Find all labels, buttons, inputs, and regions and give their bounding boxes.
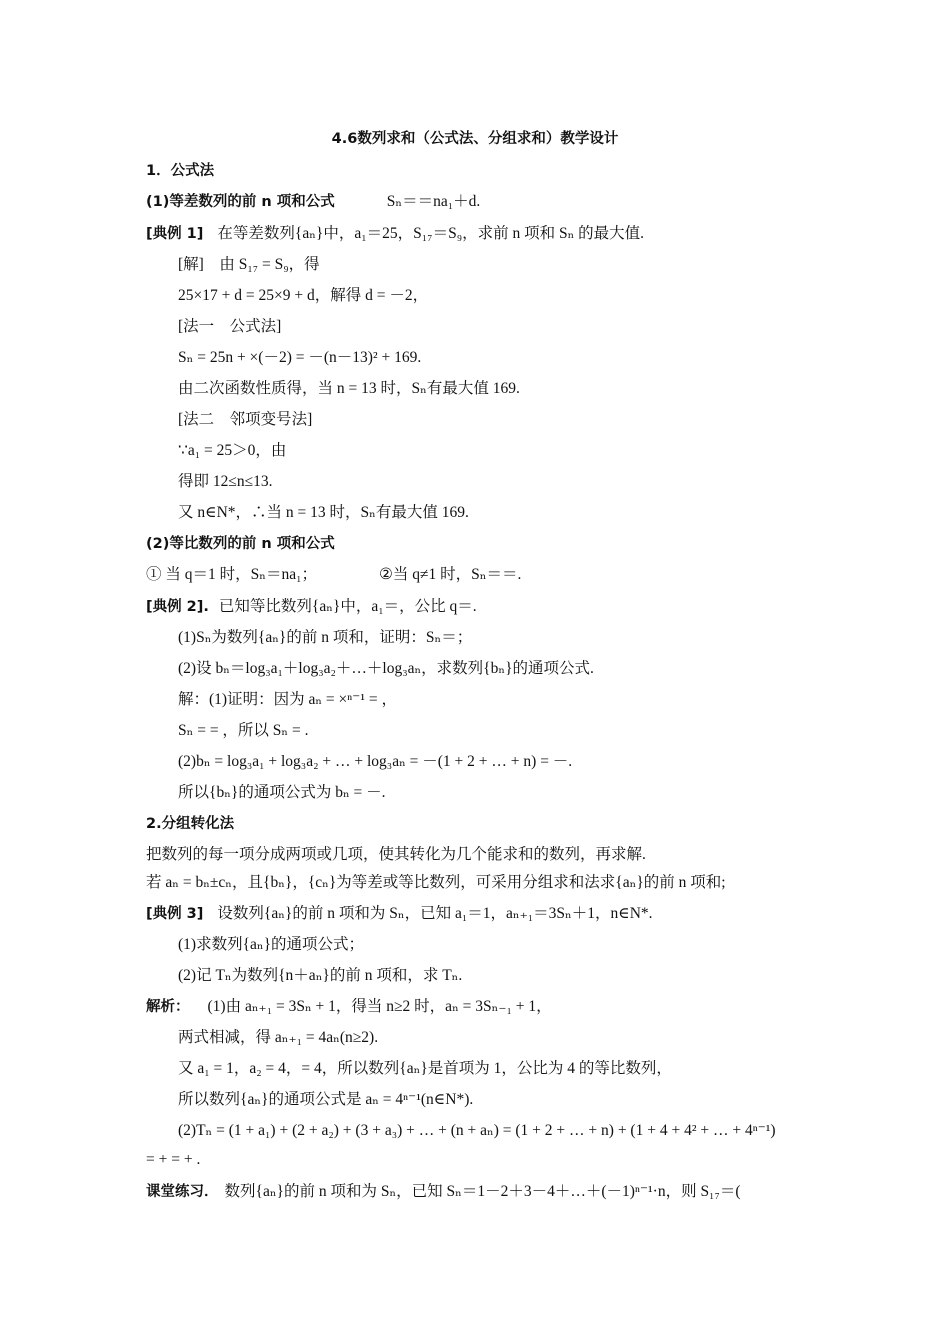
text-line: = + = + . [146,1151,201,1168]
section-heading: 1．公式法 [146,163,215,179]
example-text: 在等差数列{aₙ}中，a₁＝25，S₁₇＝S₉，求前 n 项和 Sₙ 的最大值. [217,225,645,242]
text-line: 又 a₁ = 1，a₂ = 4，= 4，所以数列{aₙ}是首项为 1，公比为 4 的等比数列， [178,1060,672,1077]
text-line: 由二次函数性质得，当 n = 13 时，Sₙ有最大值 169. [178,380,520,397]
example-line [146,223,644,245]
text-line [146,564,521,586]
text-line: [法一 公式法] [178,318,282,335]
text-line: ∵a₁ = 25＞0，由 [178,442,287,459]
practice-label: 课堂练习． [146,1184,219,1200]
text-line: (2)设 bₙ＝log₃a₁＋log₃a₂＋…＋log₃aₙ，求数列{bₙ}的通项公式. [178,660,594,677]
doc-title: 4.6数列求和（公式法、分组求和）教学设计 [331,131,619,147]
text-line: 得即 12≤n≤13. [178,473,273,490]
text-line: (2)bₙ = log₃a₁ + log₃a₂ + … + log₃aₙ = －(1 + 2 + … + n) = －. [178,753,573,770]
text-line: Sₙ = 25n + ×(－2) = －(n－13)² + 169. [178,349,422,366]
practice-line [146,1181,741,1203]
text-line: (2)Tₙ = (1 + a₁) + (2 + a₂) + (3 + a₃) + … + (n + aₙ) = (1 + 2 + … + n) + (1 + 4 + 4² + … + 4ⁿ⁻¹) [178,1122,776,1139]
text-line: 所以数列{aₙ}的通项公式是 aₙ = 4ⁿ⁻¹(n∈N*). [178,1091,474,1108]
text-line: 若 aₙ = bₙ±cₙ，且{bₙ}，{cₙ}为等差或等比数列，可采用分组求和法求{aₙ}的前 n 项和; [146,874,726,891]
text-line: (1)Sₙ为数列{aₙ}的前 n 项和，证明：Sₙ＝； [178,629,473,646]
text-line: [解] 由 S₁₇ = S₉，得 [178,256,320,273]
example-label: [典例 2]. [146,599,209,615]
text-line: (2)记 Tₙ为数列{n＋aₙ}的前 n 项和，求 Tₙ. [178,967,463,984]
example-line [146,596,477,618]
practice-text: 数列{aₙ}的前 n 项和为 Sₙ，已知 Sₙ＝1－2＋3－4＋…＋(－1)ⁿ⁻¹·n，则 S₁₇＝( [224,1183,741,1200]
example-text: 已知等比数列{aₙ}中，a₁＝，公比 q＝. [218,598,477,615]
text-line: [法二 邻项变号法] [178,411,313,428]
case-two: ②当 q≠1 时，Sₙ＝＝. [379,566,522,583]
case-one: ① 当 q＝1 时，Sₙ＝na₁； [146,566,317,583]
example-line [146,903,653,925]
subheading-line [146,191,480,213]
formula: Sₙ＝＝na₁＋d. [386,193,481,210]
text-line: 所以{bₙ}的通项公式为 bₙ = －. [178,784,386,801]
example-label: [典例 3] [146,906,204,922]
text-line: 解：(1)证明：因为 aₙ = ×ⁿ⁻¹ = ， [178,691,397,708]
text-line: (1)求数列{aₙ}的通项公式； [178,936,365,953]
text-line: 两式相减，得 aₙ₊₁ = 4aₙ(n≥2). [178,1029,379,1046]
text-line: Sₙ = = ，所以 Sₙ = . [178,722,309,739]
section-heading: 2.分组转化法 [146,816,235,832]
example-label: [典例 1] [146,226,204,242]
solution-line [146,996,552,1018]
text-line: 又 n∈N*，∴当 n = 13 时，Sₙ有最大值 169. [178,504,469,521]
text-line: 把数列的每一项分成两项或几项，使其转化为几个能求和的数列，再求解. [146,846,646,863]
subheading: (2)等比数列的前 n 项和公式 [146,536,335,552]
subheading: (1)等差数列的前 n 项和公式 [146,194,335,210]
solution-label: 解析： [146,999,190,1015]
example-text: 设数列{aₙ}的前 n 项和为 Sₙ，已知 a₁＝1，aₙ₊₁＝3Sₙ＋1，n∈N*. [217,905,653,922]
text-line: 25×17 + d = 25×9 + d，解得 d = －2， [178,287,429,304]
solution-text: (1)由 aₙ₊₁ = 3Sₙ + 1，得当 n≥2 时，aₙ = 3Sₙ₋₁ + 1， [207,998,552,1015]
